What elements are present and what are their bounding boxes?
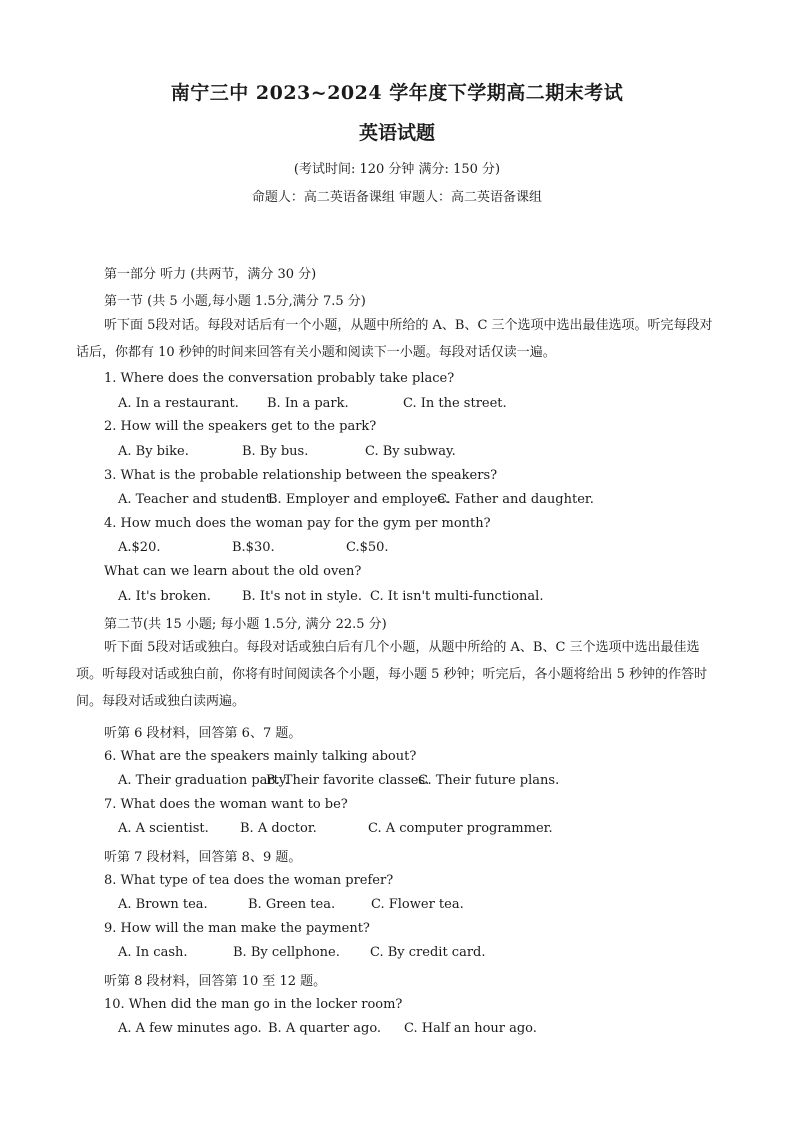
question-2: 2. How will the speakers get to the park?	[104, 419, 377, 434]
section2-heading: 第二节(共 15 小题; 每小题 1.5分, 满分 22.5 分)	[104, 617, 387, 632]
q10-option-b: B. A quarter ago.	[268, 1021, 382, 1036]
q4-option-b: B.$30.	[232, 540, 275, 555]
section1-heading: 第一节 (共 5 小题,每小题 1.5分,满分 7.5 分)	[104, 294, 366, 309]
q5-option-b: B. It's not in style.	[242, 589, 362, 604]
q8-option-a: A. Brown tea.	[118, 897, 208, 912]
q9-option-a: A. In cash.	[118, 945, 188, 960]
question-8: 8. What type of tea does the woman prefer?	[104, 873, 394, 888]
q2-option-a: A. By bike.	[118, 444, 189, 459]
q9-option-b: B. By cellphone.	[233, 945, 340, 960]
q7-option-b: B. A doctor.	[240, 821, 317, 836]
material-7-note: 听第 7 段材料，回答第 8、9 题。	[104, 850, 302, 865]
q10-option-c: C. Half an hour ago.	[404, 1021, 537, 1036]
q2-option-b: B. By bus.	[242, 444, 309, 459]
q9-option-c: C. By credit card.	[370, 945, 486, 960]
question-9: 9. How will the man make the payment?	[104, 921, 370, 936]
exam-info: (考试时间: 120 分钟 满分: 150 分)	[293, 162, 501, 177]
question-5: What can we learn about the old oven?	[104, 564, 362, 579]
section1-instructions: 听下面 5段对话。每段对话后有一个小题，从题中所给的 A、B、C 三个选项中选出最佳选项。听完每段对话后，你都有 10 秒钟的时间来回答有关小题和阅读下一小题。每段对话仅读一遍。	[76, 318, 713, 360]
question-10: 10. When did the man go in the locker room?	[104, 997, 403, 1012]
q6-option-a: A. Their graduation party.	[118, 773, 289, 788]
q6-option-b: B. Their favorite classes.	[266, 773, 430, 788]
exam-title: 南宁三中 2023~2024 学年度下学期高二期末考试	[170, 82, 624, 104]
q1-option-c: C. In the street.	[403, 396, 507, 411]
q3-option-a: A. Teacher and student.	[118, 492, 276, 507]
q7-option-c: C. A computer programmer.	[368, 821, 553, 836]
q4-option-c: C.$50.	[346, 540, 389, 555]
q5-option-c: C. It isn't multi-functional.	[370, 589, 544, 604]
question-6: 6. What are the speakers mainly talking about?	[104, 749, 417, 764]
part1-heading: 第一部分 听力 (共两节，满分 30 分)	[104, 267, 317, 282]
q3-option-c: C. Father and daughter.	[437, 492, 594, 507]
q7-option-a: A. A scientist.	[118, 821, 209, 836]
authors-line: 命题人：高二英语备课组 审题人：高二英语备课组	[251, 190, 543, 205]
q1-option-a: A. In a restaurant.	[118, 396, 239, 411]
q5-option-a: A. It's broken.	[118, 589, 211, 604]
q2-option-c: C. By subway.	[365, 444, 456, 459]
question-7: 7. What does the woman want to be?	[104, 797, 348, 812]
q6-option-c: C. Their future plans.	[418, 773, 560, 788]
section2-instructions: 听下面 5段对话或独白。每段对话或独白后有几个小题，从题中所给的 A、B、C 三个选项中选出最佳选项。听每段对话或独白前，你将有时间阅读各个小题，每小题 5 秒钟；听完后，各小题将给出 5 秒钟的作答时间。每段对话或独白读两遍。	[76, 640, 708, 709]
q8-option-c: C. Flower tea.	[371, 897, 464, 912]
subject-title: 英语试题	[358, 122, 435, 144]
q10-option-a: A. A few minutes ago.	[118, 1021, 262, 1036]
q3-option-b: B. Employer and employee.	[268, 492, 450, 507]
material-8-note: 听第 8 段材料，回答第 10 至 12 题。	[104, 974, 327, 989]
question-3: 3. What is the probable relationship between the speakers?	[104, 468, 498, 483]
question-4: 4. How much does the woman pay for the gym per month?	[104, 516, 491, 531]
q8-option-b: B. Green tea.	[248, 897, 336, 912]
q1-option-b: B. In a park.	[267, 396, 349, 411]
question-1: 1. Where does the conversation probably take place?	[104, 371, 455, 386]
q4-option-a: A.$20.	[118, 540, 161, 555]
material-6-note: 听第 6 段材料，回答第 6、7 题。	[104, 726, 302, 741]
